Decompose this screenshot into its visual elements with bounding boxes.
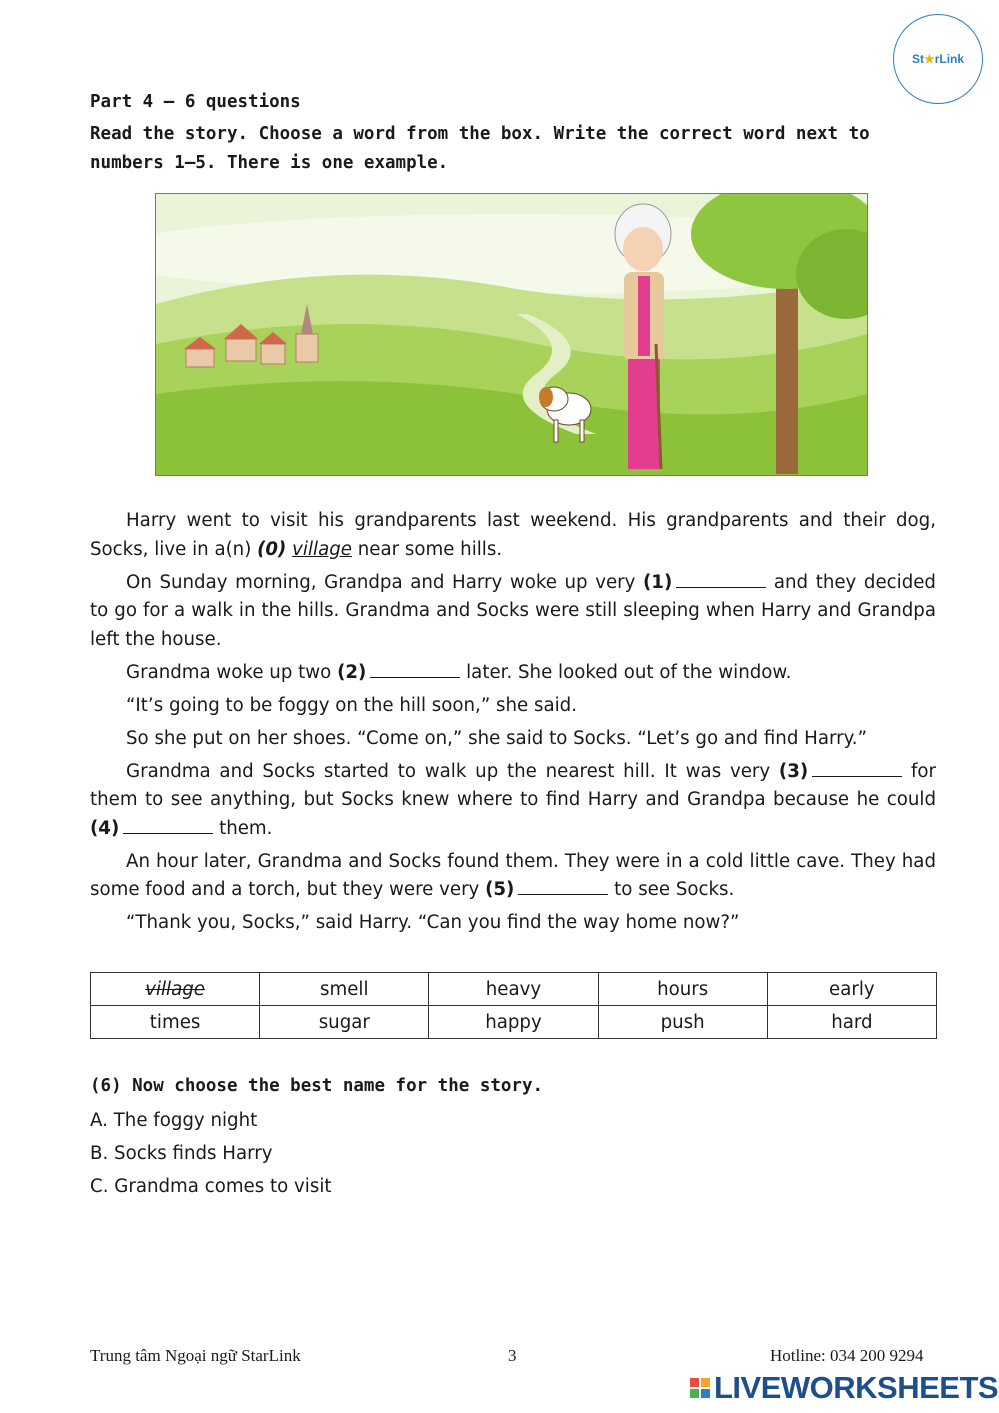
story-text <box>90 507 936 942</box>
story-text-span: them. <box>213 817 273 839</box>
footer-hotline: Hotline: 034 200 9294 <box>770 1346 924 1365</box>
option-a[interactable]: A. The foggy night <box>90 1110 258 1131</box>
word-box-row <box>91 1006 937 1039</box>
question-6: (6) Now choose the best name for the story. <box>90 1076 544 1096</box>
liveworksheets-logo-icon <box>690 1378 710 1398</box>
story-paragraph: “It’s going to be foggy on the hill soon,” she said. <box>126 694 578 716</box>
story-text-span: Grandma woke up two <box>126 661 338 683</box>
word-box-cell: village <box>91 973 260 1006</box>
logo-text-b: rLink <box>934 52 965 66</box>
story-paragraph <box>90 848 936 905</box>
starlink-logo <box>893 14 983 104</box>
story-text-span: and they decided to go for a walk in the hills. Grandma and Socks were still sleeping when Harry and Grandpa left the house. <box>90 571 936 650</box>
story-text-span: Grandma and Socks started to walk up the nearest hill. It was very <box>126 760 779 782</box>
question-number-3: (3) <box>778 760 809 782</box>
liveworksheets-watermark <box>690 1370 998 1406</box>
part-title: Part 4 – 6 questions <box>90 92 301 112</box>
word-box-cell: heavy <box>429 973 598 1006</box>
story-illustration <box>155 193 868 476</box>
word-box-row <box>91 973 937 1006</box>
story-text-span: An hour later, Grandma and Socks found them. They were in a cold little cave. They had some food and a torch, but they were very <box>90 850 936 900</box>
page-number: 3 <box>508 1346 517 1365</box>
landscape-illustration <box>156 194 867 475</box>
option-b[interactable]: B. Socks finds Harry <box>90 1143 273 1164</box>
instructions: Read the story. Choose a word from the box. Write the correct word next to numbers 1–5. There is one example. <box>90 124 870 173</box>
example-number: (0) <box>257 538 287 560</box>
option-c[interactable]: C. Grandma comes to visit <box>90 1176 332 1197</box>
story-paragraph: “Thank you, Socks,” said Harry. “Can you find the way home now?” <box>126 912 740 933</box>
word-box-cell: sugar <box>260 1006 429 1039</box>
answer-blank-5[interactable] <box>518 876 608 895</box>
example-answer: village <box>292 538 352 560</box>
watermark-text: LIVEWORKSHEETS <box>714 1370 999 1405</box>
story-text-span: On Sunday morning, Grandpa and Harry woke up very <box>126 571 643 593</box>
word-box-cell: smell <box>260 973 429 1006</box>
word-box-cell: hard <box>767 1006 936 1039</box>
story-paragraph <box>90 569 936 655</box>
word-box-cell: push <box>598 1006 767 1039</box>
footer-center-name: Trung tâm Ngoại ngữ StarLink <box>90 1346 301 1365</box>
question-number-4: (4) <box>90 817 120 839</box>
question-number-1: (1) <box>643 571 673 593</box>
question-number-5: (5) <box>485 879 515 900</box>
word-box-cell: early <box>767 973 936 1006</box>
answer-blank-3[interactable] <box>812 758 902 777</box>
answer-blank-2[interactable] <box>370 659 460 678</box>
answer-blank-1[interactable] <box>676 569 766 588</box>
story-text-span: later. She looked out of the window. <box>460 661 792 683</box>
word-box-cell: times <box>91 1006 260 1039</box>
story-paragraph: So she put on her shoes. “Come on,” she said to Socks. “Let’s go and find Harry.” <box>126 727 867 749</box>
story-text-span: to see Socks. <box>608 879 735 900</box>
question-number-2: (2) <box>337 661 367 683</box>
story-text-span: Harry went to visit his grandparents last weekend. His grandparents and their dog, Socks, live in a(n) <box>90 510 936 560</box>
story-text-span: near some hills. <box>351 538 503 560</box>
word-box-cell: happy <box>429 1006 598 1039</box>
story-paragraph <box>90 659 936 688</box>
logo-text-a: St <box>911 52 924 66</box>
story-paragraph <box>90 507 936 564</box>
answer-blank-4[interactable] <box>123 815 213 834</box>
word-box <box>90 972 937 1039</box>
story-paragraph <box>90 758 936 844</box>
word-box-cell: hours <box>598 973 767 1006</box>
story-text-span: for them to see anything, but Socks knew where to find Harry and Grandpa because he could <box>90 760 936 810</box>
logo-star-icon: ★ <box>923 52 935 66</box>
